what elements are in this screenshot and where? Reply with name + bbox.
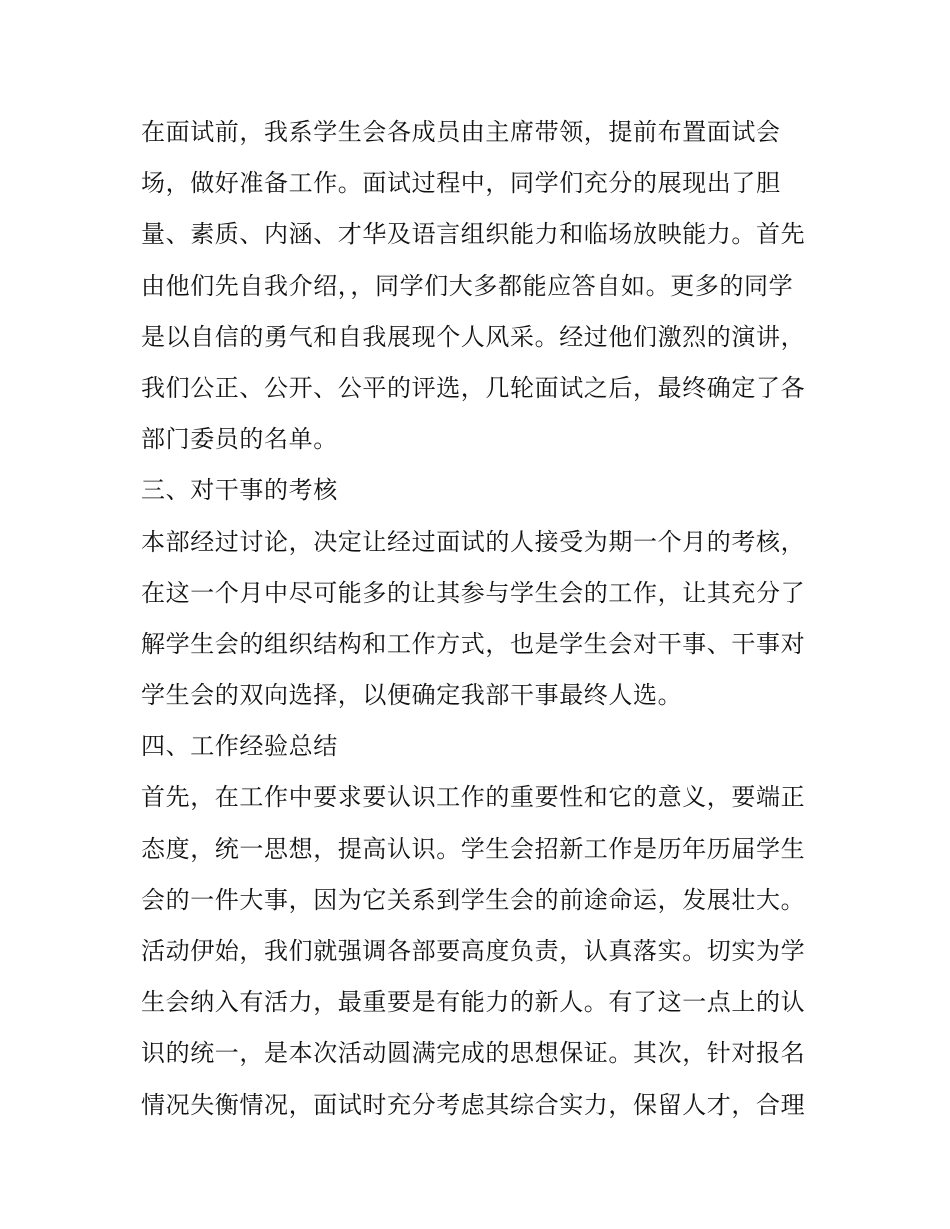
text-line: 由他们先自我介绍，，同学们大多都能应答自如。更多的同学 <box>141 271 794 300</box>
text-line: 本部经过讨论，决定让经过面试的人接受为期一个月的考核， <box>141 527 806 556</box>
text-line: 在这一个月中尽可能多的让其参与学生会的工作，让其充分了 <box>141 578 806 607</box>
text-line: 部门委员的名单。 <box>141 425 338 454</box>
text-line: 解学生会的组织结构和工作方式，也是学生会对干事、干事对 <box>141 629 806 658</box>
document-body <box>141 107 821 1131</box>
text-line: 学生会的双向选择，以便确定我部干事最终人选。 <box>141 681 683 710</box>
text-line: 活动伊始，我们就强调各部要高度负责，认真落实。切实为学 <box>141 937 806 965</box>
text-line: 情况失衡情况，面试时充分考虑其综合实力，保留人才，合理 <box>141 1090 806 1119</box>
section-heading-4: 四、工作经验总结 <box>141 732 338 761</box>
text-line: 量、素质、内涵、才华及语言组织能力和临场放映能力。首先 <box>141 220 806 249</box>
text-line: 识的统一，是本次活动圆满完成的思想保证。其次，针对报名 <box>141 1039 806 1068</box>
text-line: 我们公正、公开、公平的评选，几轮面试之后，最终确定了各 <box>141 373 806 402</box>
text-line: 态度，统一思想，提高认识。学生会招新工作是历年历届学生 <box>141 834 806 863</box>
section-heading-3: 三、对干事的考核 <box>141 476 338 505</box>
text-line: 首先，在工作中要求要认识工作的重要性和它的意义，要端正 <box>141 783 806 812</box>
text-line: 场，做好准备工作。面试过程中，同学们充分的展现出了胆 <box>141 169 781 198</box>
text-line: 在面试前，我系学生会各成员由主席带领，提前布置面试会 <box>141 118 781 146</box>
text-line: 会的一件大事，因为它关系到学生会的前途命运，发展壮大。 <box>141 885 806 914</box>
text-line: 生会纳入有活力，最重要是有能力的新人。有了这一点上的认 <box>141 988 806 1017</box>
text-line: 是以自信的勇气和自我展现个人风采。经过他们激烈的演讲， <box>141 322 806 351</box>
